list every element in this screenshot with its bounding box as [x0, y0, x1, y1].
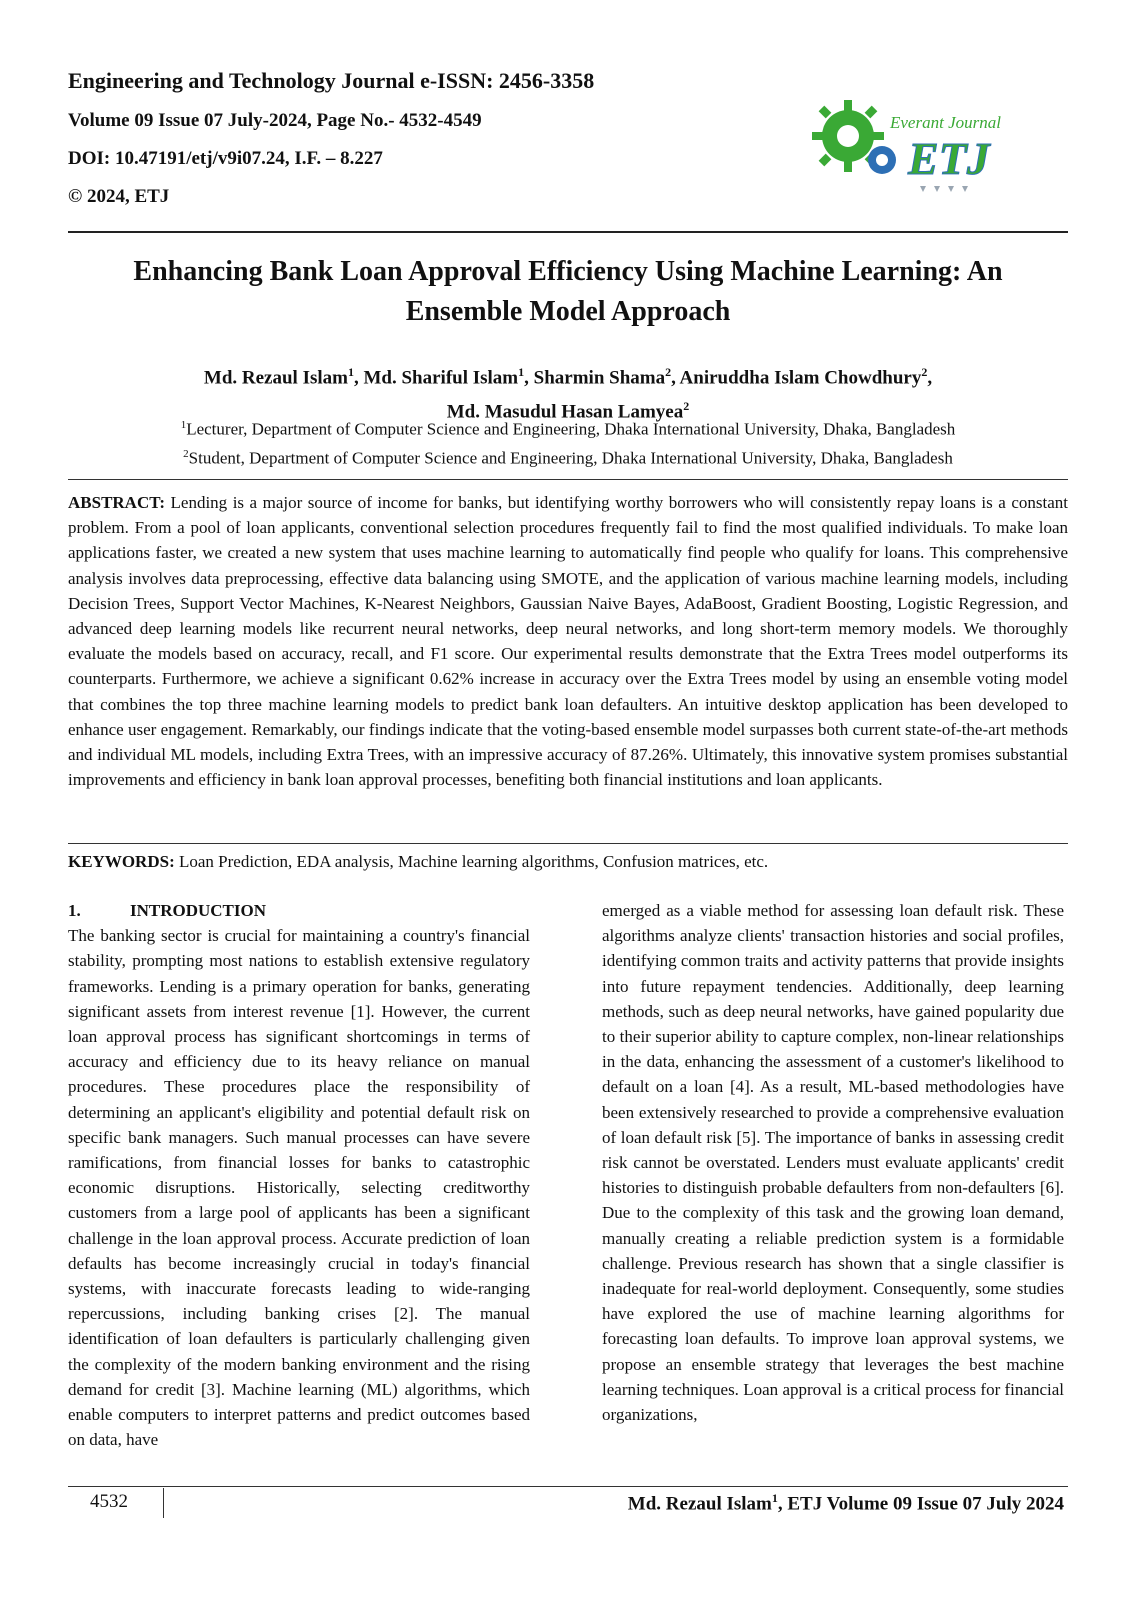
author-name: Aniruddha Islam Chowdhury	[679, 367, 922, 389]
section-number: 1.	[68, 901, 81, 920]
abstract	[68, 490, 1068, 792]
section-title: INTRODUCTION	[130, 901, 267, 920]
footer-separator	[163, 1488, 164, 1518]
etj-logo	[808, 94, 1023, 202]
doi-line: DOI: 10.47191/etj/v9i07.24, I.F. – 8.227	[68, 148, 383, 169]
journal-header	[68, 66, 708, 210]
title-line-1: Enhancing Bank Loan Approval Efficiency Using Machine Learning: An	[133, 256, 1003, 287]
journal-title: Engineering and Technology Journal e-ISSN: 2456-3358	[68, 68, 595, 93]
running-footer: Md. Rezaul Islam$^1$, ETJ Volume 09 Issue 07 July 2024	[627, 1491, 1064, 1515]
left-column	[68, 898, 530, 1452]
keywords-label: KEYWORDS:	[68, 852, 175, 871]
footer-rule	[68, 1486, 1068, 1487]
abstract-label: ABSTRACT:	[68, 493, 165, 512]
paper-title	[68, 252, 1068, 332]
copyright-line: © 2024, ETJ	[68, 186, 170, 207]
intro-paragraph-left: The banking sector is crucial for maintaining a country's financial stability, prompting most nations to establish extensive regulatory frameworks. Lending is a primary operation for banks, generating significant assets from interest revenue [1]. However, the current loan approval process has significant shortcomings in terms of accuracy and efficiency due to its heavy reliance on manual procedures. These procedures place the responsibility of determining an applicant's eligibility and potential default risk on specific bank managers. Such manual processes can have severe ramifications, from financial losses for banks to catastrophic economic disruptions. Historically, selecting creditworthy customers from a large pool of applicants has been a significant challenge in the loan approval process. Accurate prediction of loan defaults has become increasingly crucial in today's financial systems, with inaccurate forecasts leading to wide-ranging repercussions, including banking crises [2]. The manual identification of loan defaulters is particularly challenging given the complexity of the modern banking environment and the rising demand for credit [3]. Machine learning (ML) algorithms, which enable computers to interpret patterns and predict outcomes based on data, have	[68, 926, 530, 1450]
abstract-text: Lending is a major source of income for banks, but identifying worthy borrowers who will consistently repay loans is a constant problem. From a pool of loan applicants, conventional selection procedures frequently fail to find the most qualified individuals. To make loan applications faster, we created a new system that uses machine learning to automatically find people who qualify for loans. This comprehensive analysis involves data preprocessing, effective data balancing using SMOTE, and the application of various machine learning models, including Decision Trees, Support Vector Machines, K-Nearest Neighbors, Gaussian Naive Bayes, AdaBoost, Gradient Boosting, Logistic Regression, and advanced deep learning models like recurrent neural networks, deep neural networks, and long short-term memory models. We thoroughly evaluate the models based on accuracy, recall, and F1 score. Our experimental results demonstrate that the Extra Trees model outperforms its counterparts. Furthermore, we achieve a significant 0.62% increase in accuracy over the Extra Trees model by using an ensemble voting model that combines the top three machine learning models to predict bank loan defaulters. An intuitive desktop application has been developed to enhance user engagement. Remarkably, our findings indicate that the voting-based ensemble model surpasses both current state-of-the-art methods and individual ML models, including Extra Trees, with an impressive accuracy of 87.26%. Ultimately, this innovative system promises substantial improvements and efficiency in bank loan approval processes, benefiting both financial institutions and loan applicants.	[68, 493, 1068, 790]
keywords	[68, 849, 1068, 874]
affiliation-1: $^1$Lecturer, Department of Computer Science and Engineering, Dhaka International University, Dhaka, Bangladesh	[180, 419, 956, 439]
keywords-text: Loan Prediction, EDA analysis, Machine learning algorithms, Confusion matrices, etc.	[178, 852, 769, 871]
abstract-top-rule	[68, 479, 1068, 480]
right-column	[602, 898, 1064, 1427]
author-name: Sharmin Shama	[533, 367, 666, 389]
affiliations	[68, 413, 1068, 470]
section-heading	[68, 898, 530, 923]
affiliation-2: $^2$Student, Department of Computer Science and Engineering, Dhaka International University, Dhaka, Bangladesh	[183, 447, 953, 468]
volume-line: Volume 09 Issue 07 July-2024, Page No.- 4532-4549	[68, 110, 482, 131]
author-name: Md. Masudul Hasan Lamyea	[446, 401, 684, 423]
title-line-2: Ensemble Model Approach	[405, 296, 731, 327]
header-rule	[68, 231, 1068, 233]
page-number: 4532	[90, 1491, 128, 1512]
logo-main-text: ETJ	[908, 133, 990, 184]
author-list: Md. Rezaul Islam$^1$, Md. Shariful Islam$^1$, Sharmin Shama$^2$, Aniruddha Islam Chowdhury$^2$, Md. Masudul Hasan Lamyea$^2$	[203, 365, 933, 423]
logo-top-text: Everant Journal	[890, 113, 1001, 132]
author-name: Md. Shariful Islam	[363, 367, 519, 389]
logo-decoration	[920, 186, 968, 192]
author-name: Md. Rezaul Islam	[203, 367, 348, 389]
intro-paragraph-right: emerged as a viable method for assessing loan default risk. These algorithms analyze clients' transaction histories and social profiles, identifying common traits and activity patterns that provide insights into future repayment tendencies. Additionally, deep learning methods, such as deep neural networks, have gained popularity due to their superior ability to capture complex, non-linear relationships in the data, enhancing the assessment of a customer's likelihood to default on a loan [4]. As a result, ML-based methodologies have been extensively researched to provide a comprehensive evaluation of loan default risk [5]. The importance of banks in assessing credit risk cannot be overstated. Lenders must evaluate applicants' credit histories to distinguish probable defaulters from non-defaulters [6]. Due to the complexity of this task and the growing loan demand, manually creating a reliable prediction system is a formidable challenge. Previous research has shown that a single classifier is inadequate for real-world deployment. Consequently, some studies have explored the use of machine learning algorithms for forecasting loan defaults. To improve loan approval systems, we propose an ensemble strategy that leverages the best machine learning techniques. Loan approval is a critical process for financial organizations,	[602, 901, 1064, 1425]
abstract-bottom-rule	[68, 843, 1068, 844]
